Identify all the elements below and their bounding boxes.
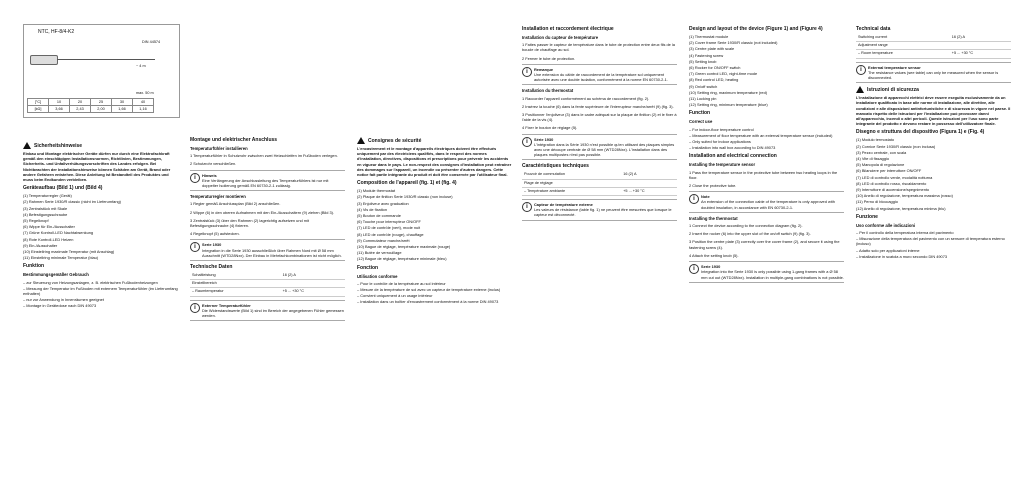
info-icon: i bbox=[522, 67, 532, 77]
list-item: (9) On/off switch bbox=[689, 83, 718, 89]
section-heading: Design and layout of the device (Figure 1) and (Figure 4) bbox=[689, 26, 823, 32]
list-item: – nur zur Anwendung in Innenräumen geeignet bbox=[23, 297, 104, 303]
note-title: Capteur de température externe bbox=[534, 202, 593, 208]
table-row: Adjustment range bbox=[856, 42, 1011, 50]
function-list bbox=[856, 230, 1011, 259]
list-item: (5) Regelknopf bbox=[23, 218, 49, 224]
subheading: Uso conforme alle indicazioni bbox=[856, 222, 916, 228]
info-icon: i bbox=[190, 173, 200, 183]
list-item: – Installazione in scatola a muro secondo DIN 49073 bbox=[856, 253, 948, 259]
list-item: – Mesure de la température de sol avec un capteur de température externe (inclus) bbox=[357, 287, 501, 293]
list-item: (4) Fastening screw bbox=[689, 52, 724, 58]
sensor-icon bbox=[30, 55, 58, 65]
table-row: Pouvoir de commutation 16 (2) A bbox=[522, 171, 677, 179]
column-english-italian bbox=[856, 24, 1011, 262]
warning-icon bbox=[856, 86, 864, 93]
step: 2 Fermer le tube de protection. bbox=[522, 55, 576, 61]
list-item: – Installation dans un boîtier d'encastrement conformément à la norme DIN 49073 bbox=[357, 299, 499, 305]
cable-standard: DIN 44574 bbox=[142, 40, 161, 44]
note-title: Serie 1930 bbox=[202, 242, 222, 248]
info-icon: i bbox=[689, 264, 699, 274]
list-item: – Montage in Gerätedose nach DIN 49073 bbox=[23, 303, 97, 309]
layout-list bbox=[357, 188, 512, 261]
note-text: Eine Verlängerung der Anschlussleitung des Temperaturfühlers ist nur mit doppelter Isolierung gemäß EN 60730-2-1 zulässig. bbox=[202, 177, 329, 189]
note-text: Integration into the Serie 1930 is only possible using 1-gang frames with a Ø 58 mm cut out (WTD28Nxx). Installation in multiple-gang combinations is not possible. bbox=[701, 269, 844, 280]
list-item: (7) LED de contrôle (vert), mode nuit bbox=[357, 225, 421, 231]
list-item: (1) Temperaturregler (Gerät) bbox=[23, 193, 72, 199]
section-heading: Composition de l'appareil (fig. 1) et (fig. 4) bbox=[357, 180, 457, 187]
note-title: Remarque bbox=[534, 66, 554, 72]
list-item: (10) Setting ring, maximum temperature (red) bbox=[689, 89, 768, 95]
step: 4 Fixer le bouton de réglage (5). bbox=[522, 125, 578, 131]
section-heading: Istruzioni di sicurezza bbox=[856, 86, 1011, 93]
info-icon: i bbox=[856, 65, 866, 75]
note-text: Integration in die Serie 1930 ausschließlich über Rahmen Nord mit Ø 58 mm Ausschnitt (WTD28Nxx). Der Einbau in Mehrfachkombinationen ist nicht möglich. bbox=[202, 247, 342, 258]
resistance-table bbox=[27, 98, 154, 113]
list-item: (1) Thermostat module bbox=[689, 34, 729, 39]
subheading: Installation du thermostat bbox=[522, 88, 574, 94]
step: 3 Position the centre plate (3) correctly over the cover frame (2), and secure it using the fastening screw (4). bbox=[689, 239, 840, 250]
list-item: (4) Vis de fixation bbox=[357, 206, 387, 212]
list-item: (6) Rocker for ON/OFF switch bbox=[689, 65, 741, 71]
note-box bbox=[689, 191, 844, 213]
list-item: – Misurazione della temperatura del pavimento con un sensore di temperatura esterno (incluso) bbox=[856, 236, 1005, 247]
list-item: (3) Zentralstück mit Skale bbox=[23, 205, 68, 211]
column-french-safety bbox=[357, 135, 512, 308]
section-heading: Consignes de sécurité bbox=[357, 137, 512, 144]
note-title: Série 1930 bbox=[534, 136, 554, 142]
note-text: L'intégration dans la Série 1930 n'est possible qu'en utilisant des plaques simples avec une découpe centrale de Ø 58 mm (WTD28Nxx). L'installation dans des plaques multipostes n'est pas possible. bbox=[534, 141, 675, 158]
list-item: (12) Setting ring, minimum temperature (blue) bbox=[689, 102, 768, 108]
info-icon: i bbox=[689, 194, 699, 204]
section-heading: Fonction bbox=[357, 264, 379, 271]
list-item: (2) Cover frame Serie 1930/R classic (not included) bbox=[689, 40, 778, 46]
list-item: (7) Grüne Kontroll-LED Nachtabsenkung bbox=[23, 230, 94, 236]
section-heading: Caractéristiques techniques bbox=[522, 163, 589, 170]
note-text: An extension of the connection cable of the temperature is only approved with doubled insulation, in accordance with EN 60730-2-1. bbox=[701, 199, 835, 210]
length-short: ~ 4 m bbox=[136, 64, 146, 68]
step: 2 Close the protective tube. bbox=[689, 183, 737, 189]
note-box bbox=[522, 134, 677, 161]
column-french-install bbox=[522, 24, 677, 224]
list-item: (3) Enjoliveur avec graduation bbox=[357, 200, 409, 206]
note-text: The resistance values (see table) can only be measured when the sensor is disconnected. bbox=[868, 69, 999, 81]
section-heading: Installation and electrical connection bbox=[689, 153, 777, 160]
list-item: (9) Interruttore di accensione/spegnimento bbox=[856, 187, 930, 193]
safety-text: L'installazione di apparecchi elettrici deve essere eseguita esclusivamente da un installatore qualificato in base alle norme di installazione, alle direttive, alle condizioni e alle disposizioni antinfortunistiche e di sicurezza in vigore nel paese. Il mancato rispetto delle istruzioni per l'installazione può provocare danni all'apparecchio, incendi o altri pericoli. Queste istruzioni per l'uso sono parte integrante del prodotto e devono restare in possesso dell'utilizzatore finale. bbox=[856, 95, 1011, 127]
list-item: – Messung der Temperatur im Fußboden mit externem Temperaturfühler (im Lieferumfang enthalten) bbox=[23, 285, 178, 297]
step: 2 Insérez la touche (6) dans la fente supérieure de l'interrupteur marche/arrêt (9) (fig. 3). bbox=[522, 103, 674, 109]
step: 1 Raccorder l'appareil conformément au schéma de raccordement (fig. 2). bbox=[522, 95, 650, 101]
note-title: Serie 1930 bbox=[701, 264, 721, 270]
step: 1 Pass the temperature sensor in the protective tube between two heating loops in the floor. bbox=[689, 169, 838, 180]
list-item: (1) Modulo termostato bbox=[856, 137, 895, 143]
step: 2 Wippe (6) in den oberen Aufnahmen mit den Ein-/Ausschaltern (9) ziehen (Bild 3). bbox=[190, 209, 335, 215]
list-item: – Adatto solo per applicazioni interne bbox=[856, 247, 920, 253]
list-item: (8) LED di controllo rosso, riscaldamento bbox=[856, 180, 927, 186]
info-icon: i bbox=[190, 303, 200, 313]
list-item: (6) Bilanciere per interruttore ON/OFF bbox=[856, 168, 922, 174]
table-row: – Température ambiante +5 ... +30 °C bbox=[522, 187, 677, 195]
warning-icon bbox=[357, 137, 365, 144]
section-heading: Technische Daten bbox=[190, 264, 233, 271]
layout-list bbox=[23, 193, 178, 260]
warning-icon bbox=[23, 142, 31, 149]
list-item: (11) Perno di bloccaggio bbox=[856, 199, 898, 205]
list-item: (5) Bouton de commande bbox=[357, 213, 401, 219]
subheading: Utilisation conforme bbox=[357, 273, 398, 279]
cable-line bbox=[57, 59, 155, 60]
list-item: (5) Setting knob bbox=[689, 58, 717, 64]
section-heading: Sicherheitshinweise bbox=[23, 142, 178, 149]
length-long: max. 50 m bbox=[136, 91, 154, 95]
step: 1 Connect the device according to the connection diagram (fig. 2). bbox=[689, 223, 803, 229]
table-row: Einstellbereich bbox=[190, 280, 345, 288]
list-item: (10) Einstellring maximale Temperatur (mit Anschlag) bbox=[23, 249, 115, 255]
function-list bbox=[689, 127, 844, 151]
subheading: Installation du capteur de température bbox=[522, 35, 599, 40]
list-item: (7) LED di controllo verde, modalità notturna bbox=[856, 174, 933, 180]
step: 1 Faites passer le capteur de température dans le tube de protection entre deux fils de la boucle de chauffage au sol. bbox=[522, 42, 675, 53]
note-box bbox=[689, 261, 844, 283]
list-item: – For indoor-floor temperature control bbox=[689, 126, 754, 132]
section-heading: Geräteaufbau (Bild 1) und (Bild 4) bbox=[23, 185, 103, 192]
step: 2 Insert the rocker (6) into the upper slot of the on/off switch (9) (fig. 3). bbox=[689, 231, 811, 237]
list-item: (11) Einstellring minimale Temperatur (blau) bbox=[23, 255, 99, 261]
subheading: Temperaturregler montieren bbox=[190, 194, 246, 200]
note-box bbox=[522, 64, 677, 86]
note-box bbox=[190, 170, 345, 192]
list-item: (11) Butée de verrouillage bbox=[357, 250, 402, 256]
list-item: – Measurement of floor temperature with an external temperature sensor (included) bbox=[689, 132, 833, 138]
table-row: Switching current 16 (2) A bbox=[856, 34, 1011, 42]
list-item: – Pour le contrôle de la température au sol intérieur bbox=[357, 280, 446, 286]
info-icon: i bbox=[522, 202, 532, 212]
note-title: Note bbox=[701, 194, 710, 200]
note-box bbox=[522, 199, 677, 221]
note-title: Hinweis bbox=[202, 172, 217, 178]
table-row: Schaltleistung 16 (2) A bbox=[190, 272, 345, 280]
list-item: (9) Commutateur marche/arrêt bbox=[357, 237, 410, 243]
table-row: Plage de réglage bbox=[522, 179, 677, 187]
list-item: (9) Ein-/Ausschalter bbox=[23, 242, 58, 248]
list-item: (2) Plaque de finition Serie 1930/R classic (non incluse) bbox=[357, 194, 453, 200]
subheading: Correct use bbox=[689, 119, 713, 125]
list-item: (3) Centre plate with scale bbox=[689, 46, 735, 52]
note-box bbox=[856, 62, 1011, 84]
list-item: (3) Pezzo centrale, con scala bbox=[856, 149, 907, 155]
subheading: Bestimmungsgemäßer Gebrauch bbox=[23, 272, 89, 278]
product-title: NTC, HF-8/4-K2 bbox=[38, 29, 75, 35]
section-heading: Function bbox=[689, 110, 711, 117]
safety-text: L'encastrement et le montage d'appareils électriques doivent être effectués uniquement par des électriciens qualifiés, dans le respect des normes d'installation, directives, dispositions et prescriptions pour prévenir les accidents en vigueur dans le pays. Le non-respect des consignes d'installation peut entraîner des dommages sur l'appareil, un incendie ou présenter d'autres dangers. Cette notice fait partie intégrante du produit et doit être conservée par l'utilisateur final. bbox=[357, 146, 512, 178]
list-item: (5) Manopola di regolazione bbox=[856, 162, 905, 168]
layout-list bbox=[689, 34, 844, 107]
column-german-safety bbox=[23, 140, 178, 312]
right-page bbox=[512, 0, 1019, 499]
table-row: – Room temperature +5 ... +30 °C bbox=[856, 50, 1011, 58]
list-item: (10) Anello di regolazione, temperatura massima (rosso) bbox=[856, 193, 953, 199]
table-row: [kΩ] 3,66 2,43 2,00 1,66 1,16 bbox=[28, 106, 154, 113]
safety-text: Einbau und Montage elektrischer Geräte dürfen nur durch eine Elektrofachkraft gemäß den einschlägigen Installationsnormen, Richtlinien, Bestimmungen, Sicherheits- und Unfallverhütungsvorschriften des Landes erfolgen. Bei Nichtbeachten der Installationshinweise können Schäden am Gerät, Brand oder andere Gefahren entstehen. Diese Anleitung ist Bestandteil des Produktes und muss beim Endkunden verbleiben. bbox=[23, 151, 171, 183]
list-item: (4) Vite di fissaggio bbox=[856, 156, 890, 162]
note-text: Les valeurs de résistance (table fig. 1) ne peuvent être mesurées que lorsque le capteur est déconnecté. bbox=[534, 207, 672, 218]
section-heading: Montage und elektrischer Anschluss bbox=[190, 137, 278, 143]
tech-table bbox=[190, 272, 345, 297]
list-item: (8) Rote Kontroll-LED Heizen bbox=[23, 236, 74, 242]
section-heading: Installation et raccordement électrique bbox=[522, 26, 614, 32]
function-list bbox=[23, 280, 178, 309]
subheading: Installing the thermostat bbox=[689, 215, 738, 221]
layout-list bbox=[856, 137, 1011, 210]
list-item: (1) Module thermostat bbox=[357, 188, 396, 194]
list-item: – Installation into wall box according to DIN 49073 bbox=[689, 145, 776, 151]
step: 1 Temperaturfühler in Schutzrohr zwischen zwei Heizschleifen im Fußboden verlegen. bbox=[190, 153, 338, 159]
list-item: (2) Rahmen Serie 1930/R classic (nicht im Lieferumfang) bbox=[23, 199, 121, 205]
list-item: (11) Locking pin bbox=[689, 96, 717, 102]
section-heading: Technical data bbox=[856, 26, 891, 32]
subheading: Temperaturfühler installieren bbox=[190, 146, 248, 151]
info-icon: i bbox=[522, 137, 532, 147]
list-item: (12) Anello di regolazione, temperatura minima (blu) bbox=[856, 205, 946, 211]
tech-table bbox=[856, 34, 1011, 59]
step: 4 Attach the setting knob (5). bbox=[689, 252, 739, 258]
list-item: – Per il controllo della temperatura interna del pavimento bbox=[856, 230, 954, 236]
list-item: (6) Touche pour interrupteur ON/OFF bbox=[357, 219, 421, 225]
section-heading: Funktion bbox=[23, 263, 45, 270]
column-english bbox=[689, 24, 844, 286]
subheading: Installing the temperature sensor bbox=[689, 162, 756, 168]
column-german-install bbox=[190, 135, 345, 324]
list-item: (8) LED de contrôle (rouge), chauffage bbox=[357, 231, 424, 237]
info-icon: i bbox=[190, 242, 200, 252]
list-item: – zur Steuerung von Heizungsanlagen, z. B. elektrischen Fußbodenheizungen bbox=[23, 279, 158, 285]
note-text: Une extension du câble de raccordement de la température sol uniquement autorisée avec une double isolation, conformément à la norme EN 60730-2-1. bbox=[534, 72, 668, 83]
list-item: (4) Befestigungsschraube bbox=[23, 211, 68, 217]
left-page bbox=[5, 0, 513, 499]
step: 3 Zentralstück (3) über den Rahmen (2) lagerichtig aufsetzen und mit Befestigungsschraube (4) fixieren. bbox=[190, 217, 309, 229]
section-heading: Disegno e struttura del dispositivo (Figura 1) e (Fig. 4) bbox=[856, 129, 985, 136]
note-title: Externer Temperaturfühler bbox=[202, 302, 251, 308]
tech-table bbox=[522, 171, 677, 196]
list-item: – Convient uniquement à un usage intérieur bbox=[357, 293, 433, 299]
section-heading: Funzione bbox=[856, 213, 878, 220]
step: 2 Schutzrohr verschließen. bbox=[190, 161, 237, 167]
list-item: (2) Cornice Serie 1930/R classic (non inclusa) bbox=[856, 143, 936, 149]
list-item: (12) Bague de réglage, température minimale (bleu) bbox=[357, 256, 447, 262]
list-item: (8) Red control LED, heating bbox=[689, 77, 739, 83]
table-row: – Raumtemperatur +5 ... +30 °C bbox=[190, 288, 345, 296]
step: 4 Regelknopf (5) aufstecken. bbox=[190, 231, 240, 237]
list-item: (6) Wippe für Ein-/Ausschalter bbox=[23, 224, 75, 230]
table-row: [°C] 10 20 25 30 40 bbox=[28, 99, 154, 106]
note-box bbox=[190, 239, 345, 261]
note-text: Die Widerstandswerte (Bild 1) sind im Bereich der angegebenen Fühler gemessen werden. bbox=[202, 307, 344, 319]
step: 3 Positionner l'enjoliveur (3) dans le cadre adéquat sur la plaque de finition (2) et le fixer à l'aide de la vis (4). bbox=[522, 112, 677, 123]
list-item: – Only suited for indoor applications bbox=[689, 139, 751, 145]
note-title: External temperature sensor bbox=[868, 64, 921, 70]
note-box bbox=[190, 300, 345, 322]
list-item: (10) Bague de réglage, température maximale (rouge) bbox=[357, 244, 451, 250]
step: 1 Regler gemäß Anschlussplan (Bild 2) anschließen. bbox=[190, 201, 281, 207]
list-item: (7) Green control LED, night-time mode bbox=[689, 71, 758, 77]
function-list bbox=[357, 281, 512, 305]
